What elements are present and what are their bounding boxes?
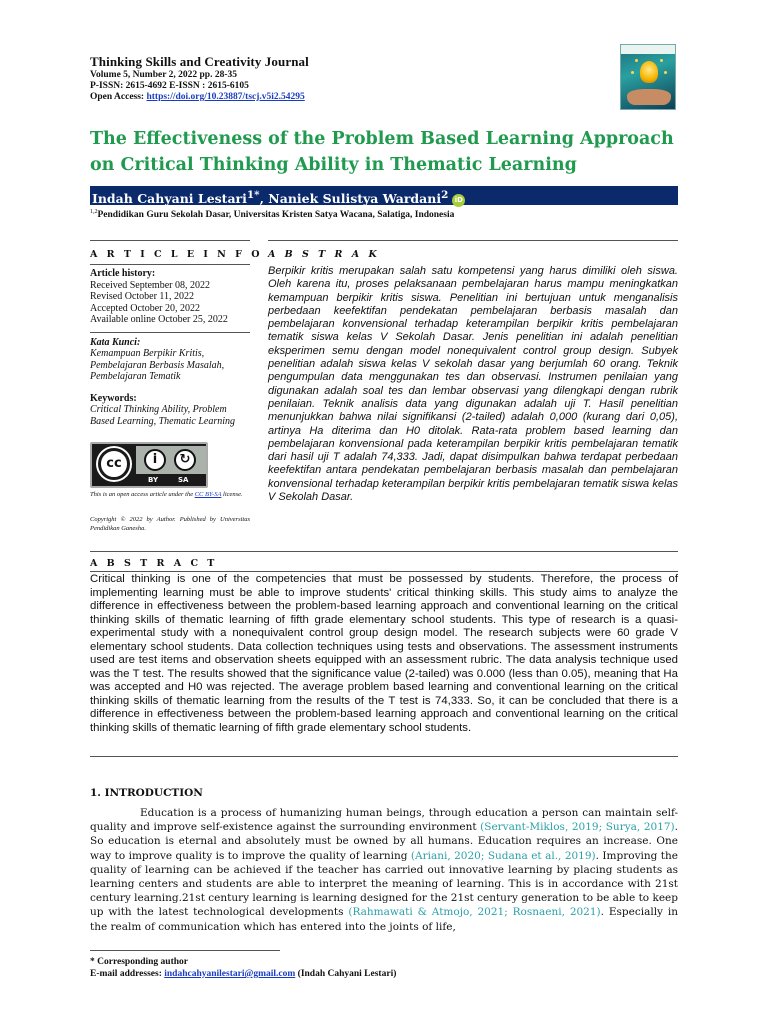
history-heading: Article history: <box>90 268 156 279</box>
cc-by-sa-badge[interactable] <box>90 442 208 488</box>
copyright-note: Copyright © 2022 by Author. Published by Universitas Pendidikan Ganesha. <box>90 516 250 532</box>
divider <box>90 571 678 572</box>
accepted-date: Accepted October 20, 2022 <box>90 302 200 314</box>
abstrak-body: Berpikir kritis merupakan salah satu kompetensi yang harus dimiliki oleh siswa. Oleh karena itu, proses pelaksanaan pembelajaran harus mampu meningkatkan kemampuan berpikir kritis siswa. Penelitian ini bertujuan untuk menganalisis perbedaan keefektifan pendekatan pembelajaran berbasis masalah dan pembelajaran konvensional terhadap keterampilan berpikir kritis pembelajaran tematik siswa kelas V Sekolah Dasar. Jenis penelitian ini adalah penelitian eksperimen semu dengan model nonequivalent control group design. Subyek penelitian adalah siswa kelas V sekolah dasar yang berjumlah 60 orang. Teknik pengumpulan data menggunakan tes dan observasi. Instrumen penilaian yang digunakan adalah soal tes dan lembar observasi yang dilengkapi dengan rubrik penilaian. Teknik analisis data yang digunakan adalah uji T. Hasil penelitian menunjukkan bahwa nilai signifikansi (2-tailed) adalah 0,000 (kurang dari 0,05), artinya Ha diterima dan H0 ditolak. Rata-rata problem based learning dan pembelajaran konvensional pada keterampilan berpikir kritis pembelajaran tematik dari hasil uji T adalah 74,333. Jadi, dapat disimpulkan bahwa terdapat perbedaan keefektifan antara pendekatan pembelajaran berbasis masalah dan pembelajaran konvensional terhadap keterampilan berpikir kritis pembelajaran tematik siswa kelas V Sekolah Dasar. <box>268 265 678 504</box>
open-access-label: Open Access: <box>90 92 145 102</box>
by-icon: i <box>144 449 166 471</box>
received-date: Received September 08, 2022 <box>90 279 210 291</box>
doi-link[interactable]: https://doi.org/10.23887/tscj.v5i2.54295 <box>146 92 305 102</box>
introduction-heading: 1. INTRODUCTION <box>90 787 203 799</box>
footnote <box>90 956 396 980</box>
sa-icon: ↻ <box>174 449 196 471</box>
sa-label: SA <box>178 476 189 484</box>
by-label: BY <box>148 476 159 484</box>
article-info <box>90 268 250 427</box>
abstract-body: Critical thinking is one of the competencies that must be possessed by students. Therefore, the process of implementing learning must be able to improve students' critical thinking skills. This study aims to analyze the difference in effectiveness between the problem-based learning approach and conventional learning on the critical thinking skills of thematic learning of fifth grade elementary school students. This type of research is a quasi-experimental study with a nonequivalent control group design model. The research subjects were 60 grade V elementary school students. Data collection techniques using tests and observations. The assessment instruments used are test items and observation sheets equipped with an assessment rubric. The data analysis technique used was the T test. The results showed that the significance value (2-tailed) was 0.000 (less than 0.05), meaning that Ha was accepted and H0 was rejected. The average problem based learning and conventional learning on the critical thinking skills of thematic learning from the results of the T test is 74,333. So, it can be concluded that there is a difference in effectiveness between the problem-based learning approach and conventional learning on the critical thinking skills of thematic learning of fifth grade elementary school students. <box>90 573 678 734</box>
cc-icon: cc <box>98 448 130 480</box>
divider <box>90 240 250 241</box>
kata-kunci-heading: Kata Kunci: <box>90 336 141 348</box>
affiliation-sup: 1,2 <box>90 209 98 215</box>
citation-link[interactable]: (Ariani, 2020; Sudana et al., 2019) <box>410 849 596 862</box>
journal-issn: P-ISSN: 2615-4692 E-ISSN : 2615-6105 <box>90 81 249 91</box>
intro-text-segment: Education is a process of humanizing human beings, through education a person can maintain self-quality and improve self-existence against the surrounding environment <box>90 807 678 834</box>
intro-text-segment: . So education is eternal and absolutely must be owned by all humans. Education requires an increase. One way to improve quality is to improve the quality of learning <box>90 821 679 862</box>
author-2-affiliation: 2 <box>441 189 449 201</box>
journal-header <box>90 54 590 103</box>
author-separator: , <box>259 191 269 207</box>
keywords-item: Critical Thinking Ability, Problem <box>90 404 227 415</box>
footnote-divider <box>90 950 280 951</box>
citation-link[interactable]: (Rahmawati & Atmojo, 2021; Rosnaeni, 2021) <box>348 906 601 919</box>
divider <box>268 240 678 241</box>
divider <box>90 332 250 333</box>
author-1: Indah Cahyani Lestari <box>92 191 247 207</box>
online-date: Available online October 25, 2022 <box>90 314 228 325</box>
keywords-item: Based Learning, Thematic Learning <box>90 415 235 427</box>
kata-kunci-item: Kemampuan Berpikir Kritis, <box>90 348 205 359</box>
email-label: E-mail addresses: <box>90 969 165 979</box>
license-note-suffix: license. <box>221 491 243 498</box>
email-owner: (Indah Cahyani Lestari) <box>295 969 397 979</box>
lightbulb-icon <box>640 61 658 83</box>
revised-date: Revised October 11, 2022 <box>90 291 195 302</box>
journal-cover-image <box>620 44 676 110</box>
keywords-heading: Keywords: <box>90 392 137 404</box>
kata-kunci-item: Pembelajaran Berbasis Masalah, <box>90 359 225 371</box>
cover-light-ray <box>635 59 638 62</box>
introduction-body <box>90 806 678 934</box>
license-link[interactable]: CC BY-SA <box>194 491 222 498</box>
abstrak-heading: A B S T R A K <box>268 249 380 260</box>
intro-text-segment: . Especially in the realm of communication which has entered into the joints of life, <box>90 906 678 933</box>
intro-text-segment: . Improving the quality of learning can be achieved if the teacher has carried out innovative learning by placing students as learning centers and students are able to interpret the meaning of learning. This is in accordance with 21st century learning.21st century learning is learning designed for the 21st century generation to be able to keep up with the latest technological developments <box>90 849 678 919</box>
journal-name: Thinking Skills and Creativity Journal <box>90 54 309 69</box>
author-2: Naniek Sulistya Wardani <box>268 191 442 207</box>
article-info-heading: A R T I C L E I N F O <box>90 249 263 260</box>
divider <box>90 756 678 757</box>
citation-link[interactable]: (Servant-Miklos, 2019; Surya, 2017) <box>480 821 675 834</box>
cover-title-band <box>621 45 675 54</box>
paper-title: The Effectiveness of the Problem Based Learning Approach on Critical Thinking Ability in Thematic Learning <box>90 129 674 175</box>
cover-light-ray <box>631 71 634 74</box>
corresponding-author-note: * Corresponding author <box>90 957 189 967</box>
cover-light-ray <box>660 59 663 62</box>
divider <box>90 551 678 552</box>
abstract-heading: A B S T R A C T <box>90 558 218 569</box>
license-note <box>90 491 250 500</box>
license-note-prefix: This is an open access article under the <box>90 491 195 498</box>
affiliation <box>90 209 454 220</box>
affiliation-text: Pendidikan Guru Sekolah Dasar, Universitas Kristen Satya Wacana, Salatiga, Indonesia <box>97 210 455 221</box>
journal-doi-line <box>90 92 590 103</box>
license-icon-area <box>136 446 206 474</box>
divider <box>90 264 250 265</box>
orcid-icon[interactable]: iD <box>452 194 465 207</box>
email-link[interactable]: indahcahyanilestari@gmail.com <box>164 969 296 979</box>
journal-volume: Volume 5, Number 2, 2022 pp. 28-35 <box>90 70 237 80</box>
cover-light-ray <box>664 71 667 74</box>
author-bar <box>90 186 678 205</box>
kata-kunci-item: Pembelajaran Tematik <box>90 371 181 382</box>
author-1-affiliation: 1* <box>246 189 260 201</box>
hand-illustration <box>627 89 671 105</box>
email-line <box>90 968 396 980</box>
